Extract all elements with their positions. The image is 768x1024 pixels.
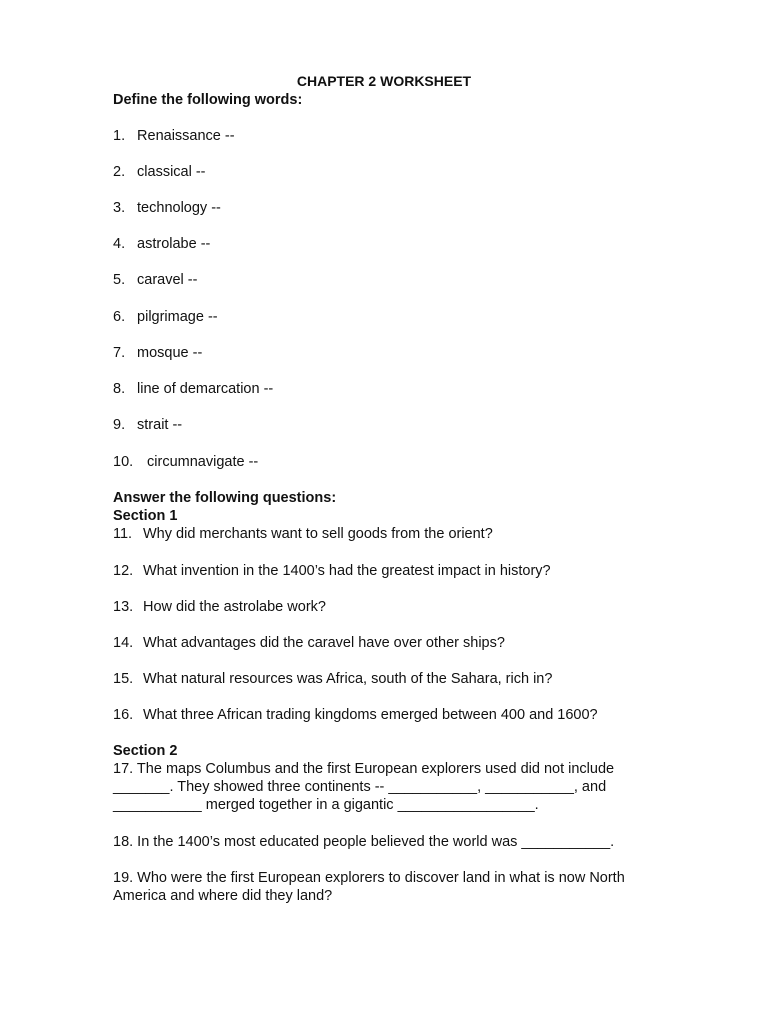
item-text: circumnavigate -- bbox=[147, 454, 259, 470]
item-text: mosque -- bbox=[137, 345, 203, 361]
item-text: caravel -- bbox=[137, 272, 198, 288]
question-item bbox=[113, 634, 505, 652]
item-text: Renaissance -- bbox=[137, 128, 235, 144]
definition-item bbox=[113, 416, 182, 434]
definition-item bbox=[113, 308, 218, 326]
item-number: 10. bbox=[113, 454, 134, 470]
item-text: line of demarcation -- bbox=[137, 381, 274, 397]
definition-item bbox=[113, 163, 206, 181]
item-text: pilgrimage -- bbox=[137, 309, 218, 325]
definition-item bbox=[113, 199, 221, 217]
question-item bbox=[113, 598, 326, 616]
question-item bbox=[113, 525, 493, 543]
item-number: 1. bbox=[113, 128, 126, 144]
item-text: What advantages did the caravel have over other ships? bbox=[143, 635, 505, 651]
item-number: 4. bbox=[113, 236, 126, 252]
item-text: strait -- bbox=[137, 417, 183, 433]
item-number: 16. bbox=[113, 707, 134, 723]
definition-item bbox=[113, 127, 235, 145]
question-item bbox=[113, 670, 552, 688]
question-17-line-1: 17. The maps Columbus and the first European explorers used did not include bbox=[113, 761, 615, 777]
section-1-heading: Section 1 bbox=[113, 508, 178, 524]
item-number: 3. bbox=[113, 200, 126, 216]
item-number: 7. bbox=[113, 345, 126, 361]
question-17-line-3: ___________ merged together in a gigantic _________________. bbox=[113, 797, 539, 813]
item-number: 8. bbox=[113, 381, 126, 397]
question-item bbox=[113, 706, 598, 724]
item-number: 5. bbox=[113, 272, 126, 288]
item-text: astrolabe -- bbox=[137, 236, 211, 252]
question-18: 18. In the 1400’s most educated people believed the world was ___________. bbox=[113, 834, 615, 850]
page-title: CHAPTER 2 WORKSHEET bbox=[296, 73, 472, 89]
item-text: What three African trading kingdoms emerged between 400 and 1600? bbox=[143, 707, 598, 723]
item-number: 13. bbox=[113, 599, 134, 615]
item-text: How did the astrolabe work? bbox=[143, 599, 326, 615]
define-heading: Define the following words: bbox=[113, 92, 303, 108]
item-text: technology -- bbox=[137, 200, 221, 216]
answer-heading: Answer the following questions: bbox=[113, 490, 337, 506]
definition-item bbox=[113, 344, 202, 362]
item-number: 2. bbox=[113, 164, 126, 180]
question-17-line-2: _______. They showed three continents -- ___________, ___________, and bbox=[113, 779, 607, 795]
definition-item bbox=[113, 271, 197, 289]
question-19-line-1: 19. Who were the first European explorers to discover land in what is now North bbox=[113, 870, 625, 886]
section-2-heading: Section 2 bbox=[113, 743, 178, 759]
definition-item bbox=[113, 453, 258, 471]
definition-item bbox=[113, 235, 210, 253]
item-number: 15. bbox=[113, 671, 134, 687]
item-number: 12. bbox=[113, 563, 134, 579]
item-text: Why did merchants want to sell goods from the orient? bbox=[143, 526, 493, 542]
item-text: What invention in the 1400’s had the greatest impact in history? bbox=[143, 563, 551, 579]
item-number: 14. bbox=[113, 635, 134, 651]
item-number: 6. bbox=[113, 309, 126, 325]
question-19-line-2: America and where did they land? bbox=[113, 888, 333, 904]
item-text: classical -- bbox=[137, 164, 206, 180]
definition-item bbox=[113, 380, 273, 398]
item-number: 9. bbox=[113, 417, 126, 433]
item-number: 11. bbox=[113, 526, 133, 542]
question-item bbox=[113, 562, 551, 580]
item-text: What natural resources was Africa, south of the Sahara, rich in? bbox=[143, 671, 553, 687]
